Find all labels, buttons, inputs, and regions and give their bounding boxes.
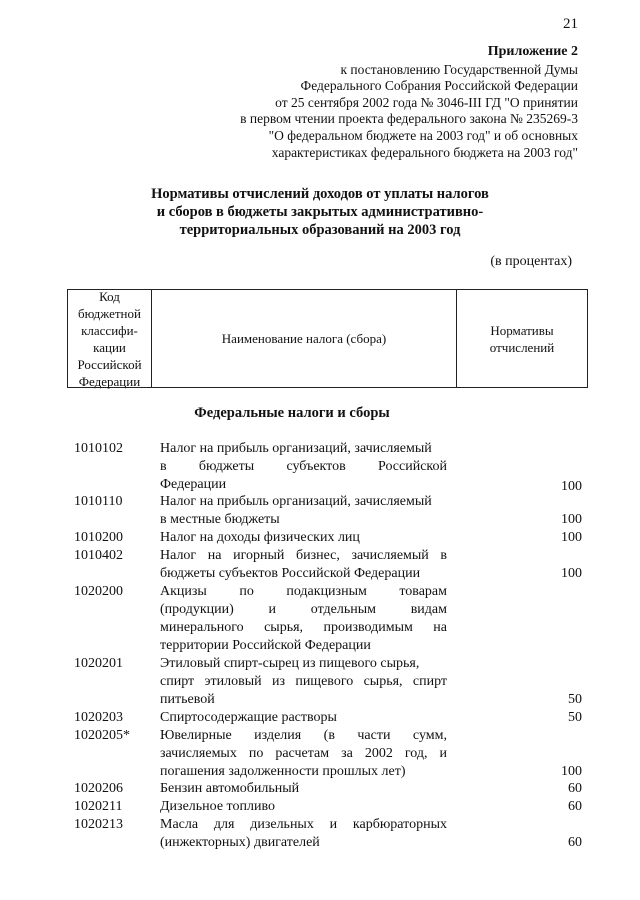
row-name-line: погашения задолженности прошлых лет)	[160, 764, 406, 779]
row-name	[160, 493, 447, 529]
row-name-line: (продукции) и отдельным видам	[160, 602, 447, 617]
row-name-line: Налог на прибыль организаций, зачисляемый	[160, 441, 432, 456]
row-code: 1020206	[74, 781, 123, 796]
document-title-line: и сборов в бюджеты закрытых административно-	[156, 204, 484, 220]
row-name-line: спирт этиловый из пищевого сырья, спирт	[160, 674, 447, 689]
row-code: 1010200	[74, 530, 123, 545]
row-name	[160, 440, 447, 494]
row-code: 1010402	[74, 548, 123, 563]
appendix-line: "О федеральном бюджете на 2003 год" и об основных	[268, 127, 578, 143]
row-name-line: бюджеты субъектов Российской Федерации	[160, 566, 421, 581]
appendix-line: характеристиках федерального бюджета на 2003 год"	[271, 144, 578, 160]
row-name	[160, 780, 447, 798]
row-code: 1020211	[74, 799, 123, 814]
row-name	[160, 798, 447, 816]
row-code: 1020213	[74, 817, 123, 832]
header-code-line: бюджетной	[78, 305, 141, 321]
row-name	[160, 529, 447, 547]
appendix-line: в первом чтении проекта федерального закона № 235269-3	[240, 111, 578, 127]
document-title-line: Нормативы отчислений доходов от уплаты налогов	[151, 186, 489, 202]
row-name-line: Налог на прибыль организаций, зачисляемый	[160, 494, 432, 509]
row-name-line: Налог на игорный бизнес, зачисляемый в	[160, 548, 447, 563]
header-name-cell: Наименование налога (сбора)	[152, 290, 457, 387]
row-name-line: в бюджеты субъектов Российской	[160, 459, 447, 474]
row-value: 100	[561, 479, 582, 494]
row-name	[160, 655, 447, 709]
header-norm-line: Нормативы	[490, 322, 554, 338]
row-name-line: (инжекторных) двигателей	[160, 835, 320, 850]
row-name-line: Акцизы по подакцизным товарам	[160, 584, 447, 599]
row-code: 1020203	[74, 710, 123, 725]
row-code: 1010102	[74, 441, 123, 456]
row-code: 1020200	[74, 584, 123, 599]
row-code: 1020201	[74, 656, 123, 671]
header-code-cell	[68, 290, 152, 387]
row-value: 100	[561, 764, 582, 779]
row-name-line: Федерации	[160, 477, 227, 492]
document-title	[60, 185, 580, 239]
row-value: 100	[561, 512, 582, 527]
row-name	[160, 727, 447, 781]
row-value: 50	[568, 710, 582, 725]
header-code-line: Код	[99, 288, 120, 304]
row-value: 50	[568, 692, 582, 707]
header-code-line: Российской	[77, 356, 142, 372]
units-note: (в процентах)	[490, 254, 572, 269]
row-value: 60	[568, 799, 582, 814]
table-header	[67, 289, 588, 388]
row-name-line: Спиртосодержащие растворы	[160, 710, 337, 725]
appendix-line: Федерального Собрания Российской Федерации	[300, 78, 578, 94]
header-code-line: классифи-	[81, 322, 138, 338]
row-name	[160, 709, 447, 727]
appendix-header	[138, 44, 578, 161]
header-code-line: кации	[93, 339, 126, 355]
row-value: 60	[568, 835, 582, 850]
row-name-line: территории Российской Федерации	[160, 638, 371, 653]
appendix-line: от 25 сентября 2002 года № 3046-III ГД "О принятии	[275, 94, 578, 110]
page-number: 21	[563, 16, 578, 32]
row-name-line: Масла для дизельных и карбюраторных	[160, 817, 447, 832]
document-title-line: территориальных образований на 2003 год	[179, 222, 461, 238]
row-name-line: питьевой	[160, 692, 215, 707]
row-value: 100	[561, 530, 582, 545]
row-value: 100	[561, 566, 582, 581]
appendix-line: к постановлению Государственной Думы	[340, 61, 578, 77]
row-name-line: Бензин автомобильный	[160, 781, 300, 796]
row-name	[160, 816, 447, 852]
row-code: 1010110	[74, 494, 123, 509]
row-name-line: зачисляемых по расчетам за 2002 год, и	[160, 746, 447, 761]
row-value: 60	[568, 781, 582, 796]
row-name	[160, 583, 447, 655]
header-norm-cell	[457, 290, 587, 387]
row-name-line: Этиловый спирт-сырец из пищевого сырья,	[160, 656, 420, 671]
row-name-line: минерального сырья, производимым на	[160, 620, 447, 635]
header-norm-line: отчислений	[489, 339, 555, 355]
header-code-line: Федерации	[78, 373, 141, 389]
row-name-line: Налог на доходы физических лиц	[160, 530, 360, 545]
section-title: Федеральные налоги и сборы	[194, 405, 390, 421]
row-name-line: Дизельное топливо	[160, 799, 275, 814]
appendix-title: Приложение 2	[487, 44, 578, 59]
row-name-line: в местные бюджеты	[160, 512, 280, 527]
row-code: 1020205*	[74, 728, 130, 743]
row-name-line: Ювелирные изделия (в части сумм,	[160, 728, 447, 743]
row-name	[160, 547, 447, 583]
